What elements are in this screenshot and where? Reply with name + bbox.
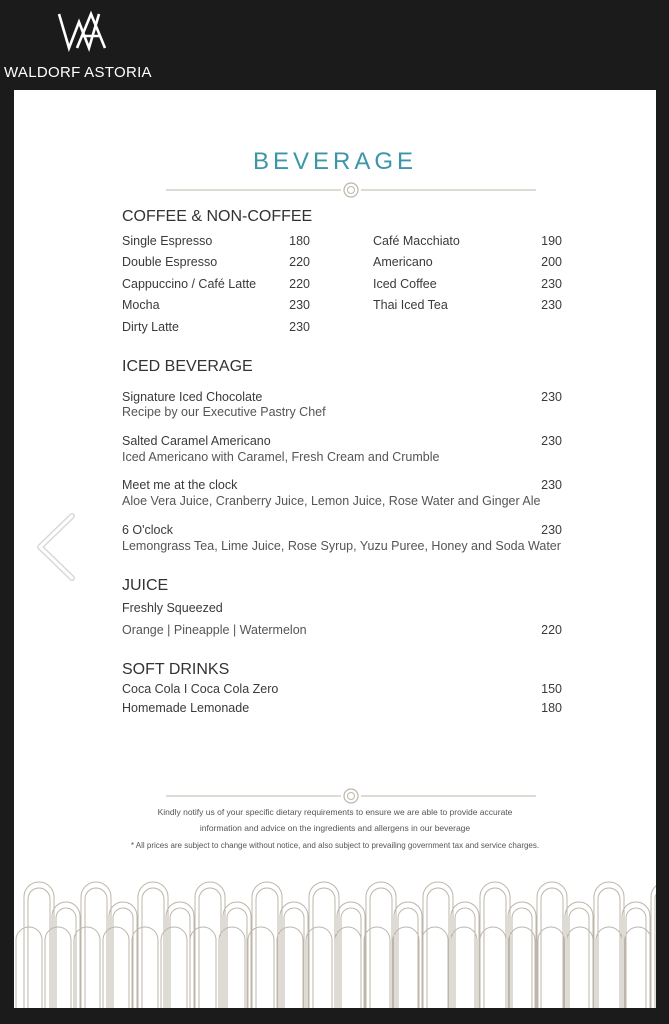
decorative-arch <box>569 908 589 1008</box>
section-heading-coffee: COFFEE & NON-COFFEE <box>122 208 313 225</box>
menu-item-name: Double Espresso <box>122 255 218 269</box>
menu-item-description: Recipe by our Executive Pastry Chef <box>122 405 326 419</box>
decorative-arch <box>427 888 449 1008</box>
menu-item-name: Meet me at the clock <box>122 478 238 492</box>
menu-item-description: Iced Americano with Caramel, Fresh Cream and Crumble <box>122 450 440 464</box>
decorative-arch <box>16 927 42 1008</box>
decorative-arch <box>28 888 50 1008</box>
menu-item-price: 150 <box>541 682 562 696</box>
menu-item-price: 190 <box>541 234 562 248</box>
decorative-arch <box>655 888 656 1008</box>
menu-item-name: Cappuccino / Café Latte <box>122 277 257 291</box>
decorative-arch <box>256 888 278 1008</box>
decorative-arch <box>306 927 332 1008</box>
decorative-arch <box>626 908 646 1008</box>
menu-item-description: Lemongrass Tea, Lime Juice, Rose Syrup, Yuzu Puree, Honey and Soda Water <box>122 539 561 553</box>
menu-item-name: Coca Cola I Coca Cola Zero <box>122 682 279 696</box>
menu-item-price: 230 <box>289 298 310 312</box>
decorative-arch <box>393 927 419 1008</box>
decorative-arch <box>509 927 535 1008</box>
menu-item-price: 230 <box>541 277 562 291</box>
brand-header <box>0 0 180 90</box>
decorative-arch <box>56 908 76 1008</box>
menu-item-name: Mocha <box>122 298 160 312</box>
menu-item-price: 220 <box>541 623 562 637</box>
decorative-arch <box>484 888 506 1008</box>
menu-item-name: Orange | Pineapple | Watermelon <box>122 623 307 637</box>
menu-item-name: Signature Iced Chocolate <box>122 390 263 404</box>
menu-item-price: 230 <box>289 320 310 334</box>
decorative-arch <box>596 927 622 1008</box>
decorative-arch <box>538 927 564 1008</box>
menu-item-name: Americano <box>373 255 433 269</box>
decorative-arch <box>455 908 475 1008</box>
dietary-note: information and advice on the ingredients and allergens in our beverage <box>199 823 471 833</box>
decorative-arch <box>132 927 158 1008</box>
menu-item-name: 6 O'clock <box>122 523 174 537</box>
menu-item-price: 230 <box>541 434 562 448</box>
decorative-arch <box>364 927 390 1008</box>
menu-item-price: 180 <box>289 234 310 248</box>
decorative-arch <box>370 888 392 1008</box>
decorative-arch <box>113 908 133 1008</box>
decorative-skyline-pattern <box>14 872 656 1008</box>
menu-item-price: 220 <box>289 277 310 291</box>
brand-name: WALDORF ASTORIA <box>4 64 152 81</box>
decorative-arch <box>74 927 100 1008</box>
menu-page <box>14 90 656 1008</box>
decorative-arch <box>422 927 448 1008</box>
menu-item-name: Café Macchiato <box>373 234 460 248</box>
menu-item-name: Single Espresso <box>122 234 213 248</box>
decorative-arch <box>541 888 563 1008</box>
section-heading-iced: ICED BEVERAGE <box>122 358 253 375</box>
menu-item-price: 180 <box>541 701 562 715</box>
menu-item-price: 220 <box>289 255 310 269</box>
dietary-note: Kindly notify us of your specific dietary requirements to ensure we are able to provide accurate <box>157 807 513 817</box>
section-heading-soft-drinks: SOFT DRINKS <box>122 661 230 678</box>
decorative-arch <box>598 888 620 1008</box>
decorative-arch <box>512 908 532 1008</box>
menu-item-description: Aloe Vera Juice, Cranberry Juice, Lemon Juice, Rose Water and Ginger Ale <box>122 494 541 508</box>
menu-item-name: Dirty Latte <box>122 320 179 334</box>
menu-item-name: Homemade Lemonade <box>122 701 250 715</box>
decorative-arch <box>284 908 304 1008</box>
menu-item-name: Salted Caramel Americano <box>122 434 271 448</box>
price-disclaimer: * All prices are subject to change without notice, and also subject to prevailing government tax and service charges. <box>130 841 540 850</box>
menu-item-price: 230 <box>541 298 562 312</box>
section-heading-juice: JUICE <box>122 577 169 594</box>
menu-item-price: 200 <box>541 255 562 269</box>
menu-item-price: 230 <box>541 390 562 404</box>
decorative-arch <box>85 888 107 1008</box>
decorative-arch <box>161 927 187 1008</box>
decorative-arch <box>398 908 418 1008</box>
menu-item-name: Thai Iced Tea <box>373 298 448 312</box>
juice-subheading: Freshly Squeezed <box>122 601 223 615</box>
ornament-divider-bottom <box>166 788 536 804</box>
ornament-divider-top <box>166 182 536 198</box>
menu-item-price: 230 <box>541 478 562 492</box>
decorative-arch <box>227 908 247 1008</box>
wa-monogram-icon <box>57 10 113 52</box>
decorative-arch <box>341 908 361 1008</box>
chevron-left-icon[interactable] <box>30 512 80 582</box>
page-title: BEVERAGE <box>252 148 418 175</box>
menu-item-price: 230 <box>541 523 562 537</box>
decorative-arch <box>45 927 71 1008</box>
decorative-arch <box>625 927 651 1008</box>
decorative-arch <box>199 888 221 1008</box>
menu-item-name: Iced Coffee <box>373 277 437 291</box>
decorative-arch <box>277 927 303 1008</box>
